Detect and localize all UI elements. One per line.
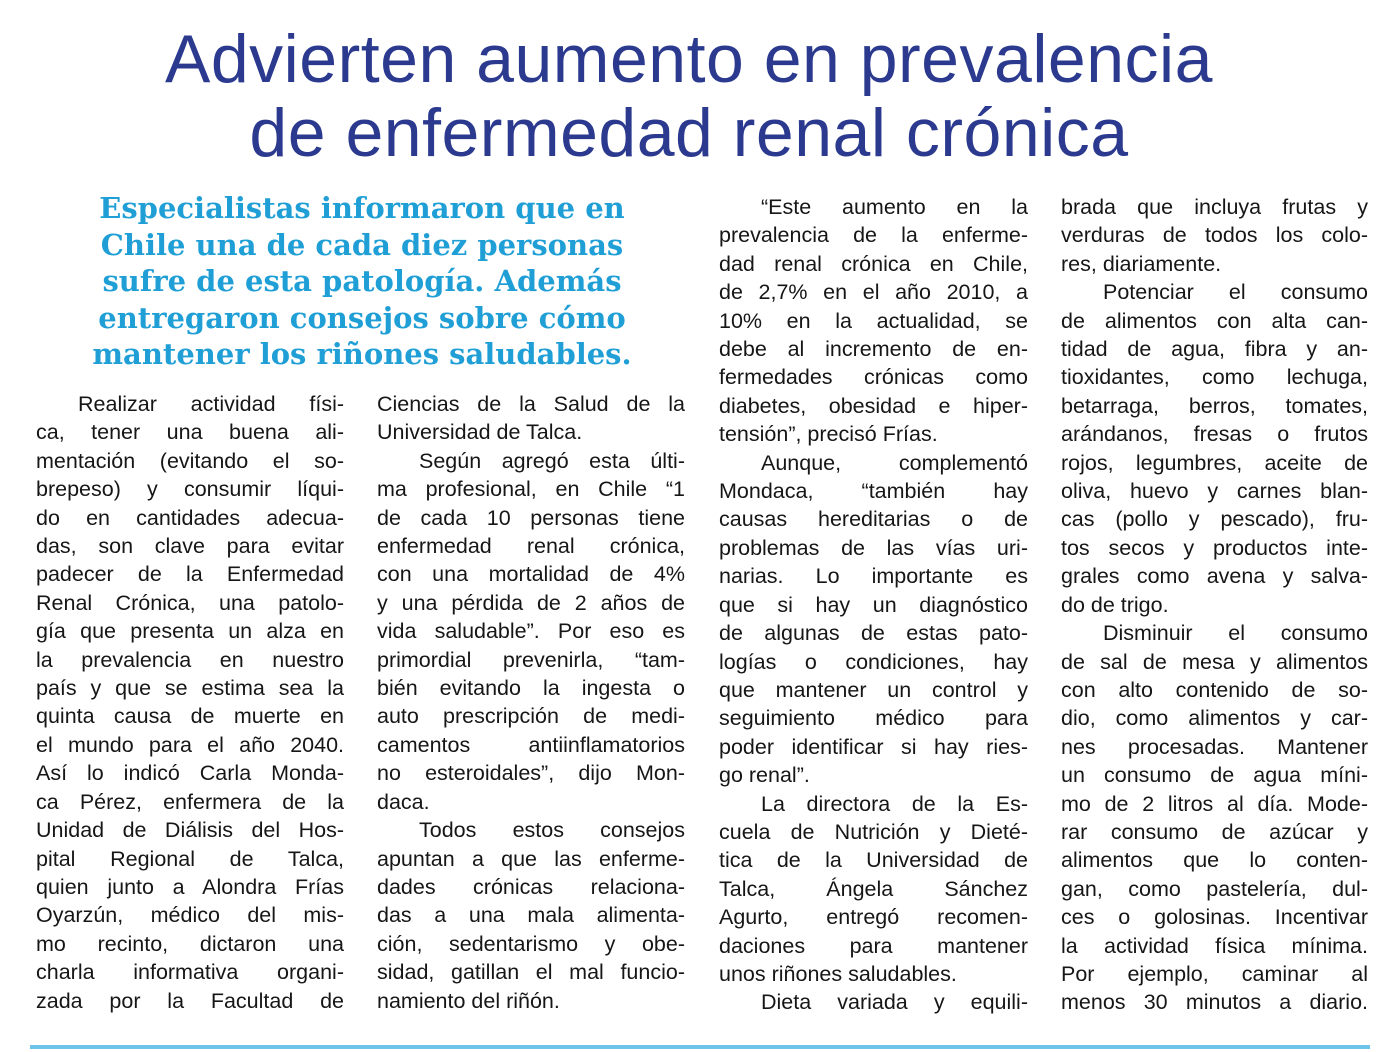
text-line: que mantener un control y bbox=[719, 677, 1028, 702]
text-line: tioxidantes, como lechuga, bbox=[1061, 365, 1368, 390]
text-line: Realizar actividad físi- bbox=[78, 392, 344, 416]
text-line: Universidad de Talca. bbox=[377, 420, 583, 445]
text-line: ca, tener una buena ali- bbox=[36, 420, 344, 445]
text-line: bién evitando la ingesta o bbox=[377, 676, 685, 701]
text-line: mentación (evitando el so- bbox=[36, 448, 344, 473]
text-line: daca. bbox=[377, 789, 430, 814]
text-line: seguimiento médico para bbox=[719, 706, 1028, 731]
headline-line-1: Advierten aumento en prevalencia bbox=[165, 21, 1213, 97]
text-line: mo recinto, dictaron una bbox=[36, 931, 344, 956]
text-line: Disminuir el consumo bbox=[1103, 621, 1368, 646]
text-line: la actividad física mínima. bbox=[1061, 933, 1368, 958]
text-line: res, diariamente. bbox=[1061, 251, 1222, 276]
text-line: Oyarzún, médico del mis- bbox=[36, 903, 344, 928]
text-line: 10% en la actualidad, se bbox=[719, 308, 1028, 333]
text-line: Aunque, complementó bbox=[761, 450, 1028, 475]
text-line: Renal Crónica, una patolo- bbox=[36, 590, 344, 615]
text-line: do en cantidades adecua- bbox=[36, 505, 344, 530]
text-line: daciones para mantener bbox=[719, 933, 1028, 958]
deck-line: sufre de esta patología. Además bbox=[102, 264, 622, 298]
text-line: La directora de la Es- bbox=[761, 791, 1028, 816]
text-line: país y que se estima sea la bbox=[36, 676, 344, 701]
text-line: Dieta variada y equili- bbox=[761, 990, 1028, 1015]
text-line: zada por la Facultad de bbox=[36, 988, 344, 1013]
text-line: Así lo indicó Carla Monda- bbox=[36, 761, 344, 786]
text-line: Agurto, entregó recomen- bbox=[719, 905, 1028, 930]
text-line: menos 30 minutos a diario. bbox=[1061, 990, 1368, 1015]
text-line: tica de la Universidad de bbox=[719, 848, 1028, 873]
headline-line-2: de enfermedad renal crónica bbox=[249, 95, 1129, 171]
text-line: con alto contenido de so- bbox=[1061, 677, 1368, 702]
article-column-3 bbox=[719, 193, 1028, 1017]
text-line: arándanos, fresas o frutos bbox=[1061, 422, 1368, 447]
text-line: logías o condiciones, hay bbox=[719, 649, 1028, 674]
article-column-4 bbox=[1061, 193, 1368, 1017]
text-line: el mundo para el año 2040. bbox=[36, 732, 344, 757]
text-line: gan, como pastelería, dul- bbox=[1061, 876, 1368, 901]
text-line: ma profesional, en Chile “1 bbox=[377, 477, 685, 502]
text-line: primordial prevenirla, “tam- bbox=[377, 647, 685, 672]
text-line: Talca, Ángela Sánchez bbox=[719, 876, 1028, 901]
text-line: de 2,7% en el año 2010, a bbox=[719, 280, 1028, 305]
text-line: no esteroidales”, dijo Mon- bbox=[377, 761, 685, 786]
text-line: de algunas de estas pato- bbox=[719, 621, 1028, 646]
text-line: de alimentos con alta can- bbox=[1061, 308, 1368, 333]
text-line: camentos antiinflamatorios bbox=[377, 732, 685, 757]
text-line: ción, sedentarismo y obe- bbox=[377, 931, 685, 956]
text-line: brepeso) y consumir líqui- bbox=[36, 477, 344, 502]
bottom-rule bbox=[30, 1045, 1370, 1049]
text-line: alimentos que lo conten- bbox=[1061, 848, 1368, 873]
text-line: problemas de las vías uri- bbox=[719, 535, 1028, 560]
text-line: Unidad de Diálisis del Hos- bbox=[36, 818, 344, 843]
text-line: charla informativa organi- bbox=[36, 960, 344, 985]
article-column-2 bbox=[377, 390, 685, 1015]
text-line: unos riñones saludables. bbox=[719, 961, 957, 986]
text-line: causas hereditarias o de bbox=[719, 507, 1028, 532]
deck-subheading bbox=[36, 190, 688, 373]
text-line: go renal”. bbox=[719, 763, 810, 788]
text-line: das a una mala alimenta- bbox=[377, 903, 685, 928]
text-line: grales como avena y salva- bbox=[1061, 564, 1368, 589]
text-line: prevalencia de la enferme- bbox=[719, 223, 1028, 248]
text-line: quinta causa de muerte en bbox=[36, 704, 344, 729]
text-line: auto prescripción de medi- bbox=[377, 704, 685, 729]
deck-line: mantener los riñones saludables. bbox=[92, 337, 632, 371]
text-line: ces o golosinas. Incentivar bbox=[1061, 905, 1368, 930]
text-line: padecer de la Enfermedad bbox=[36, 562, 344, 587]
text-line: namiento del riñón. bbox=[377, 988, 560, 1013]
text-line: cas (pollo y pescado), fru- bbox=[1061, 507, 1368, 532]
text-line: fermedades crónicas como bbox=[719, 365, 1028, 390]
text-line: dad renal crónica en Chile, bbox=[719, 251, 1028, 276]
text-line: y una pérdida de 2 años de bbox=[377, 590, 685, 615]
text-line: “Este aumento en la bbox=[761, 195, 1028, 219]
text-line: diabetes, obesidad e hiper- bbox=[719, 393, 1028, 418]
text-line: que si hay un diagnóstico bbox=[719, 592, 1028, 617]
text-line: nes procesadas. Mantener bbox=[1061, 734, 1368, 759]
text-line: rar consumo de azúcar y bbox=[1061, 819, 1368, 844]
deck-line: entregaron consejos sobre cómo bbox=[98, 300, 626, 335]
deck-line: Chile una de cada diez personas bbox=[100, 227, 624, 262]
text-line: tos secos y productos inte- bbox=[1061, 535, 1368, 560]
text-line: de cada 10 personas tiene bbox=[377, 505, 685, 530]
text-line: vida saludable”. Por eso es bbox=[377, 619, 685, 644]
text-line: gía que presenta un alza en bbox=[36, 619, 344, 644]
text-line: debe al incremento de en- bbox=[719, 337, 1028, 362]
text-line: Según agregó esta últi- bbox=[419, 448, 685, 473]
text-line: betarraga, berros, tomates, bbox=[1061, 393, 1368, 418]
text-line: Todos estos consejos bbox=[419, 818, 685, 843]
text-line: cuela de Nutrición y Dieté- bbox=[719, 819, 1028, 844]
article-column-1 bbox=[36, 390, 344, 1015]
text-line: enfermedad renal crónica, bbox=[377, 534, 685, 559]
text-line: dio, como alimentos y car- bbox=[1061, 706, 1368, 731]
text-line: das, son clave para evitar bbox=[36, 534, 344, 559]
text-line: rojos, legumbres, aceite de bbox=[1061, 450, 1368, 475]
text-line: ca Pérez, enfermera de la bbox=[36, 789, 344, 814]
headline bbox=[0, 22, 1378, 170]
text-line: narias. Lo importante es bbox=[719, 564, 1028, 589]
text-line: verduras de todos los colo- bbox=[1061, 223, 1368, 248]
text-line: tensión”, precisó Frías. bbox=[719, 422, 938, 447]
text-line: apuntan a que las enferme- bbox=[377, 846, 685, 871]
text-line: de sal de mesa y alimentos bbox=[1061, 649, 1368, 674]
text-line: Mondaca, “también hay bbox=[719, 479, 1028, 504]
text-line: Por ejemplo, caminar al bbox=[1061, 961, 1368, 986]
text-line: do de trigo. bbox=[1061, 592, 1169, 617]
text-line: quien junto a Alondra Frías bbox=[36, 874, 344, 899]
text-line: Ciencias de la Salud de la bbox=[377, 392, 685, 416]
text-line: tidad de agua, fibra y an- bbox=[1061, 337, 1368, 362]
text-line: con una mortalidad de 4% bbox=[377, 562, 685, 587]
deck-line: Especialistas informaron que en bbox=[99, 191, 625, 225]
text-line: poder identificar si hay ries- bbox=[719, 734, 1028, 759]
text-line: un consumo de agua míni- bbox=[1061, 763, 1368, 788]
text-line: Potenciar el consumo bbox=[1103, 280, 1368, 305]
text-line: sidad, gatillan el mal funcio- bbox=[377, 960, 685, 985]
text-line: oliva, huevo y carnes blan- bbox=[1061, 479, 1368, 504]
text-line: mo de 2 litros al día. Mode- bbox=[1061, 791, 1368, 816]
text-line: la prevalencia en nuestro bbox=[36, 647, 344, 672]
text-line: dades crónicas relaciona- bbox=[377, 874, 685, 899]
text-line: brada que incluya frutas y bbox=[1061, 195, 1368, 219]
text-line: pital Regional de Talca, bbox=[36, 846, 344, 871]
